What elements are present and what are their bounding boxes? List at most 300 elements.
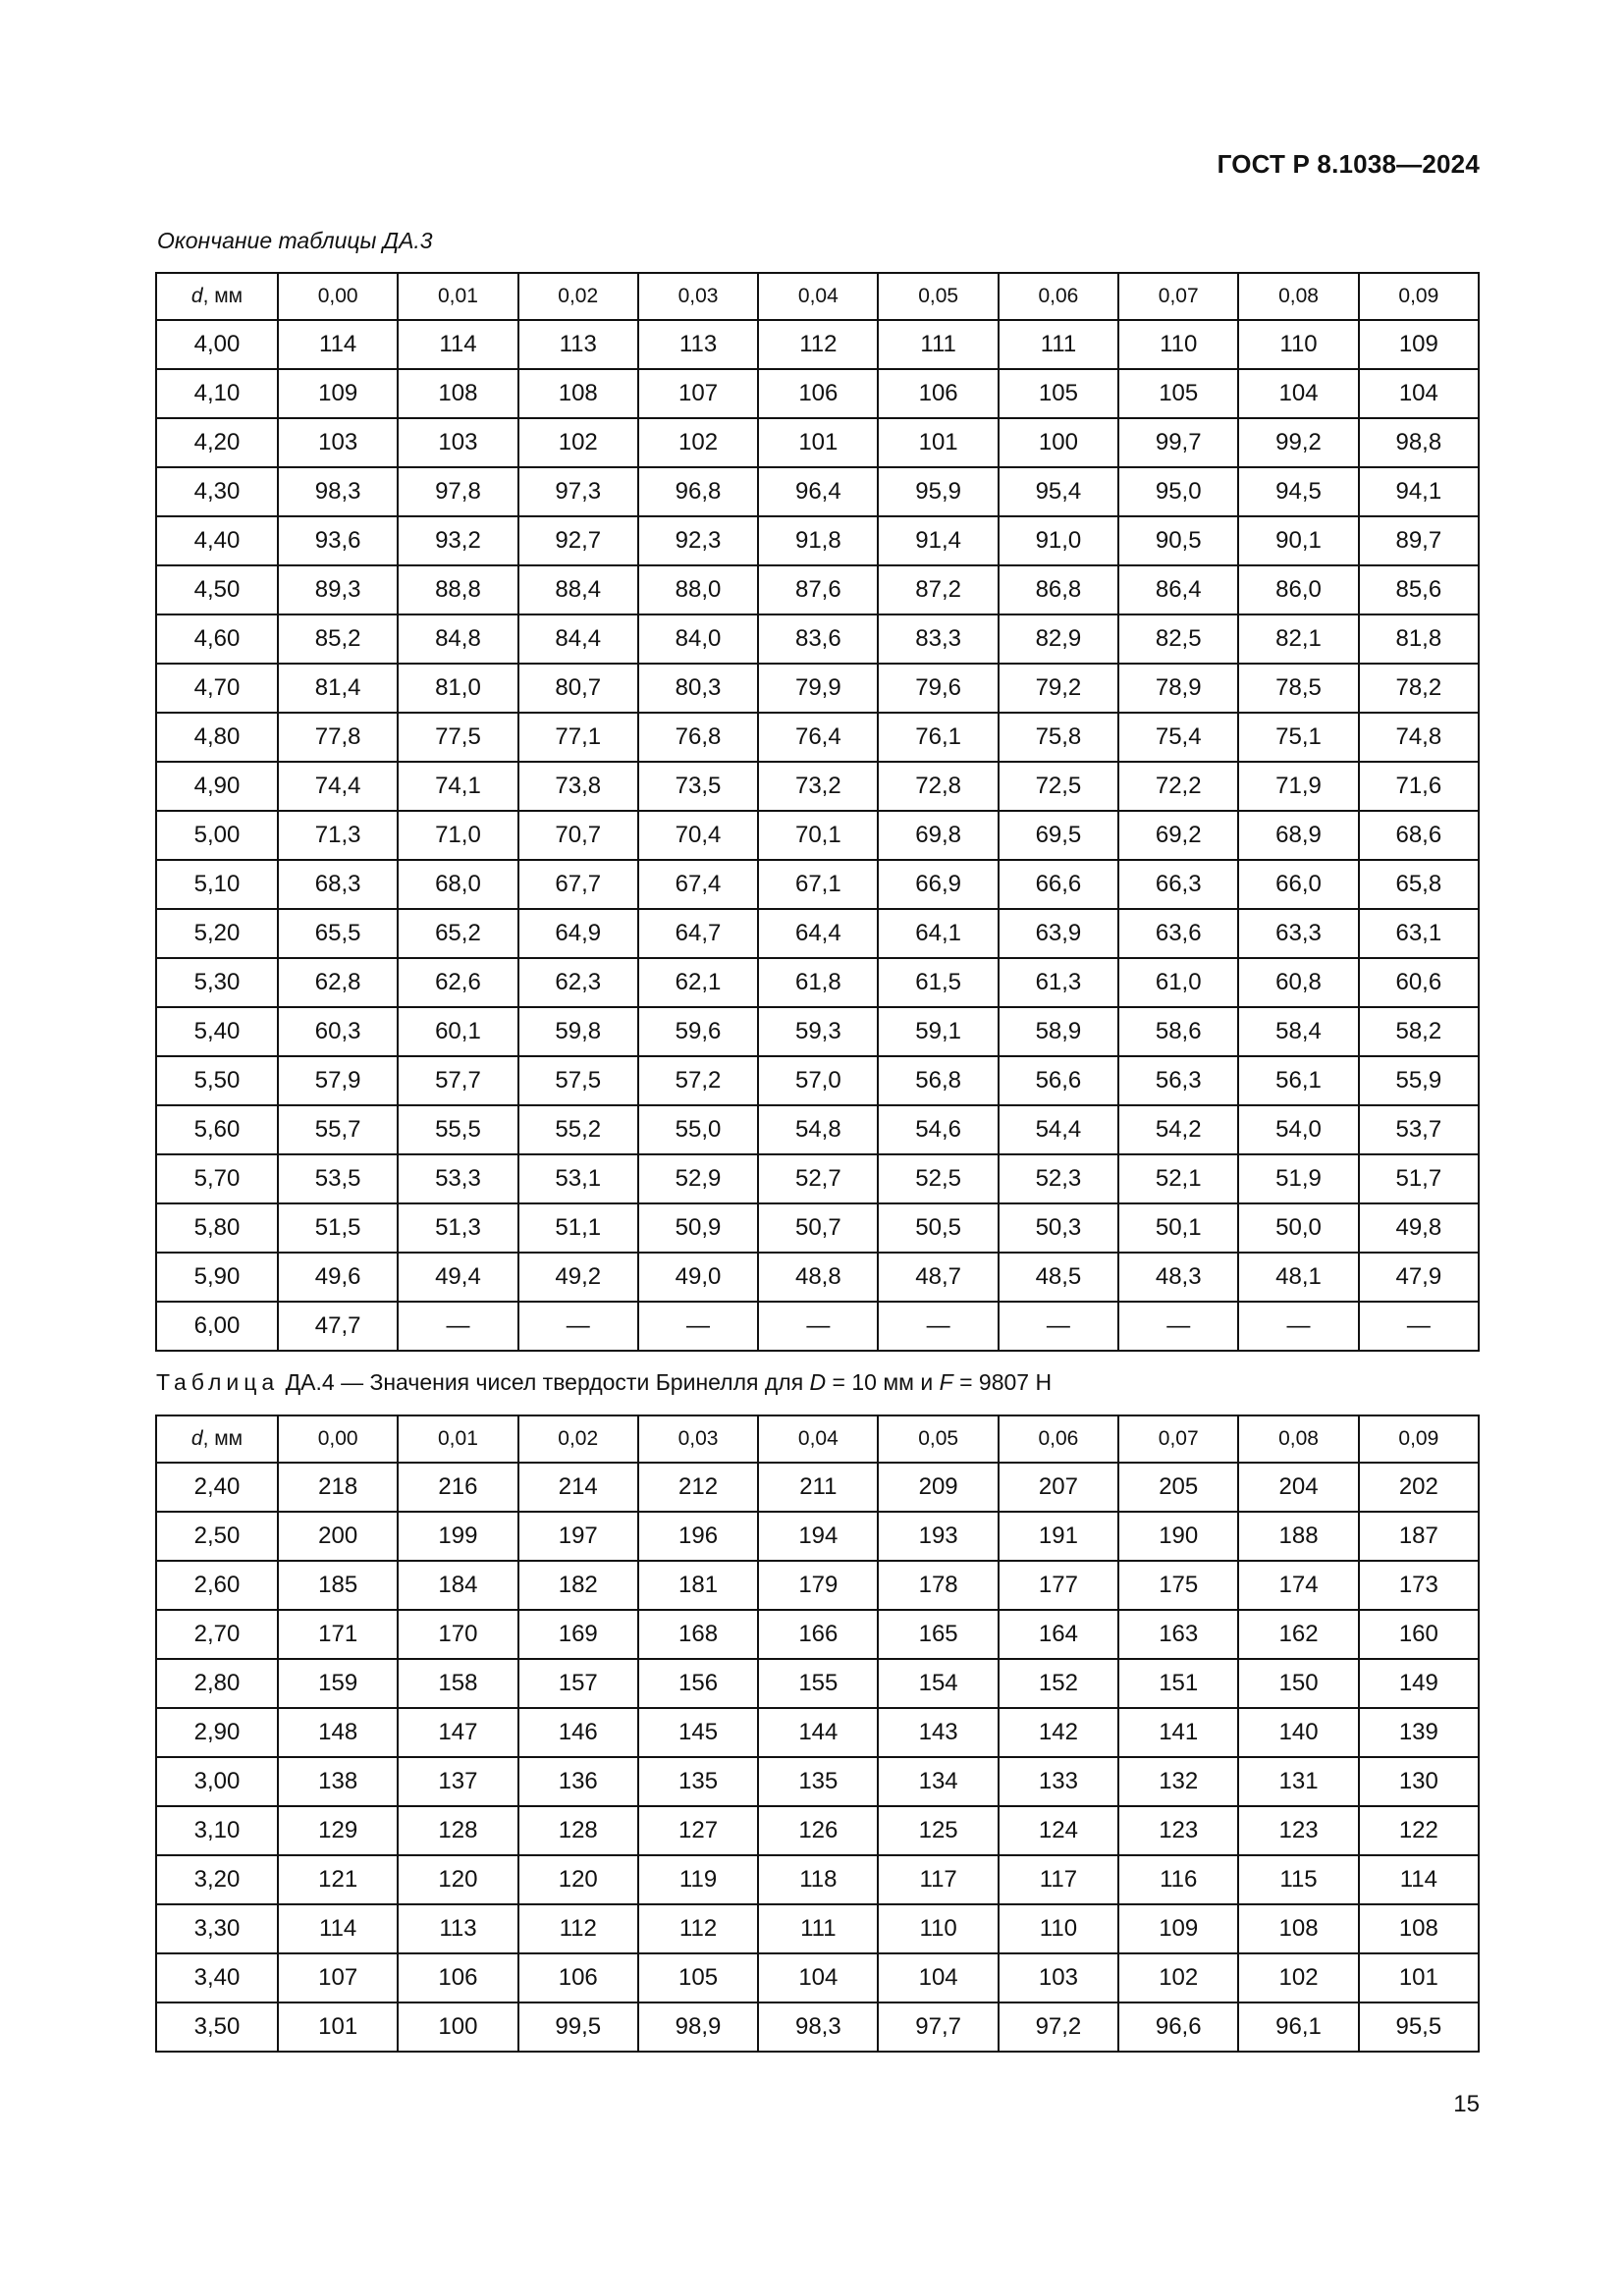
value-cell: — bbox=[1118, 1302, 1238, 1351]
table-row bbox=[156, 516, 1479, 565]
value-cell: 79,2 bbox=[999, 664, 1118, 713]
value-cell: 107 bbox=[638, 369, 758, 418]
value-cell: 101 bbox=[278, 2002, 398, 2052]
value-cell: 56,8 bbox=[878, 1056, 998, 1105]
table-row bbox=[156, 909, 1479, 958]
value-cell: 91,8 bbox=[758, 516, 878, 565]
row-label-cell: 2,80 bbox=[156, 1659, 278, 1708]
value-cell: 54,0 bbox=[1238, 1105, 1358, 1154]
value-cell: 96,4 bbox=[758, 467, 878, 516]
value-cell: 73,2 bbox=[758, 762, 878, 811]
value-cell: 68,6 bbox=[1359, 811, 1479, 860]
table-row bbox=[156, 1904, 1479, 1953]
table2-caption-end: = 9807 Н bbox=[952, 1369, 1053, 1395]
value-cell: 108 bbox=[1238, 1904, 1358, 1953]
value-cell: 70,7 bbox=[518, 811, 638, 860]
value-cell: 93,2 bbox=[398, 516, 517, 565]
value-cell: 58,6 bbox=[1118, 1007, 1238, 1056]
value-cell: 76,8 bbox=[638, 713, 758, 762]
value-cell: 174 bbox=[1238, 1561, 1358, 1610]
value-cell: 72,8 bbox=[878, 762, 998, 811]
value-cell: 137 bbox=[398, 1757, 517, 1806]
value-cell: 72,2 bbox=[1118, 762, 1238, 811]
value-cell: 95,4 bbox=[999, 467, 1118, 516]
value-cell: 110 bbox=[1238, 320, 1358, 369]
value-cell: 86,8 bbox=[999, 565, 1118, 614]
value-cell: 177 bbox=[999, 1561, 1118, 1610]
value-cell: 94,5 bbox=[1238, 467, 1358, 516]
value-cell: 91,4 bbox=[878, 516, 998, 565]
value-cell: 62,1 bbox=[638, 958, 758, 1007]
value-cell: 170 bbox=[398, 1610, 517, 1659]
value-cell: 73,5 bbox=[638, 762, 758, 811]
value-cell: 132 bbox=[1118, 1757, 1238, 1806]
value-cell: 49,8 bbox=[1359, 1203, 1479, 1253]
value-cell: 122 bbox=[1359, 1806, 1479, 1855]
value-cell: 169 bbox=[518, 1610, 638, 1659]
value-cell: 63,9 bbox=[999, 909, 1118, 958]
table2-caption-d-var: D bbox=[809, 1369, 827, 1395]
value-cell: 64,4 bbox=[758, 909, 878, 958]
value-cell: 129 bbox=[278, 1806, 398, 1855]
value-cell: 145 bbox=[638, 1708, 758, 1757]
value-cell: 58,9 bbox=[999, 1007, 1118, 1056]
value-cell: 103 bbox=[278, 418, 398, 467]
value-cell: 160 bbox=[1359, 1610, 1479, 1659]
value-cell: 112 bbox=[518, 1904, 638, 1953]
value-cell: 209 bbox=[878, 1463, 998, 1512]
value-cell: 70,4 bbox=[638, 811, 758, 860]
table-row bbox=[156, 1953, 1479, 2002]
header-cell: 0,04 bbox=[758, 1415, 878, 1463]
value-cell: 93,6 bbox=[278, 516, 398, 565]
value-cell: 57,2 bbox=[638, 1056, 758, 1105]
value-cell: 106 bbox=[758, 369, 878, 418]
value-cell: 68,3 bbox=[278, 860, 398, 909]
value-cell: 68,9 bbox=[1238, 811, 1358, 860]
value-cell: 123 bbox=[1238, 1806, 1358, 1855]
value-cell: 204 bbox=[1238, 1463, 1358, 1512]
value-cell: 112 bbox=[638, 1904, 758, 1953]
row-label-cell: 2,70 bbox=[156, 1610, 278, 1659]
value-cell: 173 bbox=[1359, 1561, 1479, 1610]
value-cell: 113 bbox=[398, 1904, 517, 1953]
row-label-cell: 4,30 bbox=[156, 467, 278, 516]
value-cell: 64,9 bbox=[518, 909, 638, 958]
value-cell: 60,1 bbox=[398, 1007, 517, 1056]
row-label-cell: 5,10 bbox=[156, 860, 278, 909]
value-cell: 154 bbox=[878, 1659, 998, 1708]
diameter-variable: d bbox=[190, 1427, 203, 1450]
value-cell: 49,6 bbox=[278, 1253, 398, 1302]
value-cell: 102 bbox=[518, 418, 638, 467]
diameter-unit: , мм bbox=[202, 1427, 244, 1450]
value-cell: 86,4 bbox=[1118, 565, 1238, 614]
value-cell: 80,7 bbox=[518, 664, 638, 713]
value-cell: 62,6 bbox=[398, 958, 517, 1007]
value-cell: 49,0 bbox=[638, 1253, 758, 1302]
row-label-cell: 3,30 bbox=[156, 1904, 278, 1953]
table-row bbox=[156, 713, 1479, 762]
value-cell: 168 bbox=[638, 1610, 758, 1659]
value-cell: 193 bbox=[878, 1512, 998, 1561]
value-cell: 151 bbox=[1118, 1659, 1238, 1708]
value-cell: 157 bbox=[518, 1659, 638, 1708]
value-cell: 94,1 bbox=[1359, 467, 1479, 516]
value-cell: 66,0 bbox=[1238, 860, 1358, 909]
header-cell: 0,00 bbox=[278, 273, 398, 320]
value-cell: 118 bbox=[758, 1855, 878, 1904]
value-cell: 111 bbox=[758, 1904, 878, 1953]
table-row bbox=[156, 1512, 1479, 1561]
value-cell: 50,5 bbox=[878, 1203, 998, 1253]
value-cell: 59,1 bbox=[878, 1007, 998, 1056]
value-cell: 123 bbox=[1118, 1806, 1238, 1855]
value-cell: 181 bbox=[638, 1561, 758, 1610]
row-label-cell: 5,90 bbox=[156, 1253, 278, 1302]
table-row bbox=[156, 320, 1479, 369]
value-cell: 48,7 bbox=[878, 1253, 998, 1302]
value-cell: 156 bbox=[638, 1659, 758, 1708]
value-cell: 59,8 bbox=[518, 1007, 638, 1056]
header-cell: 0,07 bbox=[1118, 273, 1238, 320]
value-cell: 81,4 bbox=[278, 664, 398, 713]
value-cell: 48,1 bbox=[1238, 1253, 1358, 1302]
value-cell: 187 bbox=[1359, 1512, 1479, 1561]
value-cell: 63,1 bbox=[1359, 909, 1479, 958]
table-row bbox=[156, 1203, 1479, 1253]
value-cell: 52,3 bbox=[999, 1154, 1118, 1203]
value-cell: 148 bbox=[278, 1708, 398, 1757]
value-cell: 71,6 bbox=[1359, 762, 1479, 811]
value-cell: 101 bbox=[878, 418, 998, 467]
value-cell: 71,0 bbox=[398, 811, 517, 860]
value-cell: 68,0 bbox=[398, 860, 517, 909]
value-cell: 143 bbox=[878, 1708, 998, 1757]
header-cell: 0,06 bbox=[999, 1415, 1118, 1463]
diameter-unit: , мм bbox=[202, 285, 244, 307]
value-cell: 74,8 bbox=[1359, 713, 1479, 762]
value-cell: 83,3 bbox=[878, 614, 998, 664]
value-cell: 76,1 bbox=[878, 713, 998, 762]
value-cell: 70,1 bbox=[758, 811, 878, 860]
value-cell: 191 bbox=[999, 1512, 1118, 1561]
table-row bbox=[156, 1105, 1479, 1154]
row-label-cell: 5,00 bbox=[156, 811, 278, 860]
value-cell: 147 bbox=[398, 1708, 517, 1757]
value-cell: 49,4 bbox=[398, 1253, 517, 1302]
value-cell: 97,8 bbox=[398, 467, 517, 516]
table-row bbox=[156, 565, 1479, 614]
value-cell: 90,5 bbox=[1118, 516, 1238, 565]
value-cell: 117 bbox=[878, 1855, 998, 1904]
table-row bbox=[156, 1056, 1479, 1105]
value-cell: 102 bbox=[1118, 1953, 1238, 2002]
value-cell: 194 bbox=[758, 1512, 878, 1561]
table-row bbox=[156, 1610, 1479, 1659]
value-cell: 114 bbox=[278, 1904, 398, 1953]
value-cell: 120 bbox=[398, 1855, 517, 1904]
value-cell: — bbox=[758, 1302, 878, 1351]
value-cell: 119 bbox=[638, 1855, 758, 1904]
value-cell: 92,7 bbox=[518, 516, 638, 565]
value-cell: 69,2 bbox=[1118, 811, 1238, 860]
row-label-cell: 5,50 bbox=[156, 1056, 278, 1105]
value-cell: 108 bbox=[518, 369, 638, 418]
row-label-cell: 5,30 bbox=[156, 958, 278, 1007]
value-cell: 218 bbox=[278, 1463, 398, 1512]
table2-caption-f-var: F bbox=[939, 1369, 953, 1395]
table-row bbox=[156, 1757, 1479, 1806]
row-label-cell: 3,50 bbox=[156, 2002, 278, 2052]
value-cell: 85,2 bbox=[278, 614, 398, 664]
value-cell: 105 bbox=[1118, 369, 1238, 418]
value-cell: — bbox=[1238, 1302, 1358, 1351]
value-cell: 52,7 bbox=[758, 1154, 878, 1203]
value-cell: 47,9 bbox=[1359, 1253, 1479, 1302]
value-cell: 52,5 bbox=[878, 1154, 998, 1203]
row-label-cell: 4,20 bbox=[156, 418, 278, 467]
value-cell: 199 bbox=[398, 1512, 517, 1561]
table-row bbox=[156, 762, 1479, 811]
value-cell: 81,8 bbox=[1359, 614, 1479, 664]
value-cell: 66,3 bbox=[1118, 860, 1238, 909]
value-cell: 146 bbox=[518, 1708, 638, 1757]
value-cell: 216 bbox=[398, 1463, 517, 1512]
value-cell: 77,8 bbox=[278, 713, 398, 762]
value-cell: 110 bbox=[999, 1904, 1118, 1953]
value-cell: 128 bbox=[518, 1806, 638, 1855]
table-row bbox=[156, 418, 1479, 467]
value-cell: 83,6 bbox=[758, 614, 878, 664]
value-cell: 125 bbox=[878, 1806, 998, 1855]
row-label-cell: 4,60 bbox=[156, 614, 278, 664]
value-cell: 54,8 bbox=[758, 1105, 878, 1154]
row-label-cell: 4,00 bbox=[156, 320, 278, 369]
row-label-cell: 2,90 bbox=[156, 1708, 278, 1757]
row-label-cell: 4,10 bbox=[156, 369, 278, 418]
value-cell: 124 bbox=[999, 1806, 1118, 1855]
value-cell: 74,4 bbox=[278, 762, 398, 811]
value-cell: — bbox=[999, 1302, 1118, 1351]
value-cell: 82,9 bbox=[999, 614, 1118, 664]
value-cell: — bbox=[1359, 1302, 1479, 1351]
table2-caption-number: ДА.4 — Значения чисел твердости Бринелля для bbox=[279, 1369, 810, 1395]
value-cell: 75,1 bbox=[1238, 713, 1358, 762]
value-cell: 109 bbox=[1359, 320, 1479, 369]
value-cell: 178 bbox=[878, 1561, 998, 1610]
header-row bbox=[156, 273, 1479, 320]
header-cell: 0,00 bbox=[278, 1415, 398, 1463]
value-cell: 165 bbox=[878, 1610, 998, 1659]
value-cell: 138 bbox=[278, 1757, 398, 1806]
value-cell: 121 bbox=[278, 1855, 398, 1904]
value-cell: 104 bbox=[1359, 369, 1479, 418]
value-cell: 99,2 bbox=[1238, 418, 1358, 467]
value-cell: 104 bbox=[758, 1953, 878, 2002]
value-cell: 48,8 bbox=[758, 1253, 878, 1302]
value-cell: 51,1 bbox=[518, 1203, 638, 1253]
value-cell: 57,9 bbox=[278, 1056, 398, 1105]
value-cell: 54,4 bbox=[999, 1105, 1118, 1154]
row-label-cell: 5,70 bbox=[156, 1154, 278, 1203]
value-cell: 67,4 bbox=[638, 860, 758, 909]
value-cell: 55,0 bbox=[638, 1105, 758, 1154]
value-cell: 185 bbox=[278, 1561, 398, 1610]
table-row bbox=[156, 1855, 1479, 1904]
hardness-table-da4 bbox=[155, 1415, 1480, 2053]
value-cell: 207 bbox=[999, 1463, 1118, 1512]
table-row bbox=[156, 1561, 1479, 1610]
value-cell: 109 bbox=[278, 369, 398, 418]
header-cell: 0,01 bbox=[398, 273, 517, 320]
value-cell: 72,5 bbox=[999, 762, 1118, 811]
table-row bbox=[156, 1007, 1479, 1056]
value-cell: 164 bbox=[999, 1610, 1118, 1659]
value-cell: 100 bbox=[999, 418, 1118, 467]
value-cell: 57,7 bbox=[398, 1056, 517, 1105]
value-cell: 103 bbox=[999, 1953, 1118, 2002]
value-cell: 110 bbox=[1118, 320, 1238, 369]
value-cell: 200 bbox=[278, 1512, 398, 1561]
value-cell: 53,5 bbox=[278, 1154, 398, 1203]
value-cell: 82,1 bbox=[1238, 614, 1358, 664]
value-cell: 51,7 bbox=[1359, 1154, 1479, 1203]
value-cell: 54,6 bbox=[878, 1105, 998, 1154]
header-cell: 0,01 bbox=[398, 1415, 517, 1463]
row-label-cell: 4,80 bbox=[156, 713, 278, 762]
value-cell: — bbox=[878, 1302, 998, 1351]
value-cell: 114 bbox=[1359, 1855, 1479, 1904]
table-row bbox=[156, 1302, 1479, 1351]
value-cell: 77,1 bbox=[518, 713, 638, 762]
table-row bbox=[156, 1806, 1479, 1855]
value-cell: 184 bbox=[398, 1561, 517, 1610]
document-code: ГОСТ Р 8.1038—2024 bbox=[1217, 149, 1480, 179]
value-cell: 175 bbox=[1118, 1561, 1238, 1610]
value-cell: 116 bbox=[1118, 1855, 1238, 1904]
value-cell: 92,3 bbox=[638, 516, 758, 565]
header-cell-diameter bbox=[156, 273, 278, 320]
value-cell: 114 bbox=[278, 320, 398, 369]
value-cell: 59,6 bbox=[638, 1007, 758, 1056]
value-cell: 73,8 bbox=[518, 762, 638, 811]
value-cell: 120 bbox=[518, 1855, 638, 1904]
value-cell: 84,0 bbox=[638, 614, 758, 664]
value-cell: 149 bbox=[1359, 1659, 1479, 1708]
value-cell: 99,5 bbox=[518, 2002, 638, 2052]
table2-caption-word: Таблица bbox=[156, 1369, 280, 1395]
value-cell: 155 bbox=[758, 1659, 878, 1708]
value-cell: 88,8 bbox=[398, 565, 517, 614]
value-cell: 58,2 bbox=[1359, 1007, 1479, 1056]
value-cell: 152 bbox=[999, 1659, 1118, 1708]
row-label-cell: 4,50 bbox=[156, 565, 278, 614]
header-row bbox=[156, 1415, 1479, 1463]
header-cell: 0,07 bbox=[1118, 1415, 1238, 1463]
value-cell: 98,8 bbox=[1359, 418, 1479, 467]
value-cell: 65,8 bbox=[1359, 860, 1479, 909]
value-cell: 97,7 bbox=[878, 2002, 998, 2052]
value-cell: 134 bbox=[878, 1757, 998, 1806]
value-cell: 53,3 bbox=[398, 1154, 517, 1203]
row-label-cell: 5,60 bbox=[156, 1105, 278, 1154]
value-cell: 52,9 bbox=[638, 1154, 758, 1203]
diameter-variable: d bbox=[190, 285, 203, 307]
value-cell: 139 bbox=[1359, 1708, 1479, 1757]
value-cell: 80,3 bbox=[638, 664, 758, 713]
value-cell: 67,7 bbox=[518, 860, 638, 909]
header-cell-diameter bbox=[156, 1415, 278, 1463]
header-cell: 0,02 bbox=[518, 273, 638, 320]
value-cell: 55,5 bbox=[398, 1105, 517, 1154]
value-cell: 63,3 bbox=[1238, 909, 1358, 958]
value-cell: 75,8 bbox=[999, 713, 1118, 762]
value-cell: 52,1 bbox=[1118, 1154, 1238, 1203]
value-cell: 47,7 bbox=[278, 1302, 398, 1351]
value-cell: 88,4 bbox=[518, 565, 638, 614]
value-cell: 71,3 bbox=[278, 811, 398, 860]
value-cell: 65,2 bbox=[398, 909, 517, 958]
value-cell: 159 bbox=[278, 1659, 398, 1708]
row-label-cell: 5,20 bbox=[156, 909, 278, 958]
value-cell: 162 bbox=[1238, 1610, 1358, 1659]
value-cell: 136 bbox=[518, 1757, 638, 1806]
value-cell: 214 bbox=[518, 1463, 638, 1512]
value-cell: 49,2 bbox=[518, 1253, 638, 1302]
row-label-cell: 2,40 bbox=[156, 1463, 278, 1512]
header-cell: 0,08 bbox=[1238, 1415, 1358, 1463]
value-cell: 48,5 bbox=[999, 1253, 1118, 1302]
value-cell: 89,3 bbox=[278, 565, 398, 614]
value-cell: 111 bbox=[878, 320, 998, 369]
table-row bbox=[156, 664, 1479, 713]
value-cell: 59,3 bbox=[758, 1007, 878, 1056]
value-cell: 55,9 bbox=[1359, 1056, 1479, 1105]
row-label-cell: 3,10 bbox=[156, 1806, 278, 1855]
value-cell: 69,8 bbox=[878, 811, 998, 860]
value-cell: 114 bbox=[398, 320, 517, 369]
value-cell: 202 bbox=[1359, 1463, 1479, 1512]
value-cell: 99,7 bbox=[1118, 418, 1238, 467]
value-cell: 158 bbox=[398, 1659, 517, 1708]
value-cell: 84,4 bbox=[518, 614, 638, 664]
value-cell: 63,6 bbox=[1118, 909, 1238, 958]
value-cell: 55,7 bbox=[278, 1105, 398, 1154]
value-cell: 113 bbox=[518, 320, 638, 369]
header-cell: 0,02 bbox=[518, 1415, 638, 1463]
value-cell: 78,9 bbox=[1118, 664, 1238, 713]
value-cell: 135 bbox=[758, 1757, 878, 1806]
value-cell: 51,5 bbox=[278, 1203, 398, 1253]
row-label-cell: 3,20 bbox=[156, 1855, 278, 1904]
value-cell: 188 bbox=[1238, 1512, 1358, 1561]
value-cell: 54,2 bbox=[1118, 1105, 1238, 1154]
value-cell: 166 bbox=[758, 1610, 878, 1659]
value-cell: 60,3 bbox=[278, 1007, 398, 1056]
value-cell: 50,9 bbox=[638, 1203, 758, 1253]
page-number: 15 bbox=[1453, 2091, 1480, 2117]
header-cell: 0,05 bbox=[878, 273, 998, 320]
value-cell: 78,2 bbox=[1359, 664, 1479, 713]
header-cell: 0,08 bbox=[1238, 273, 1358, 320]
value-cell: 109 bbox=[1118, 1904, 1238, 1953]
hardness-table-da3 bbox=[155, 272, 1480, 1352]
value-cell: 91,0 bbox=[999, 516, 1118, 565]
value-cell: 141 bbox=[1118, 1708, 1238, 1757]
table-row bbox=[156, 958, 1479, 1007]
row-label-cell: 3,40 bbox=[156, 1953, 278, 2002]
